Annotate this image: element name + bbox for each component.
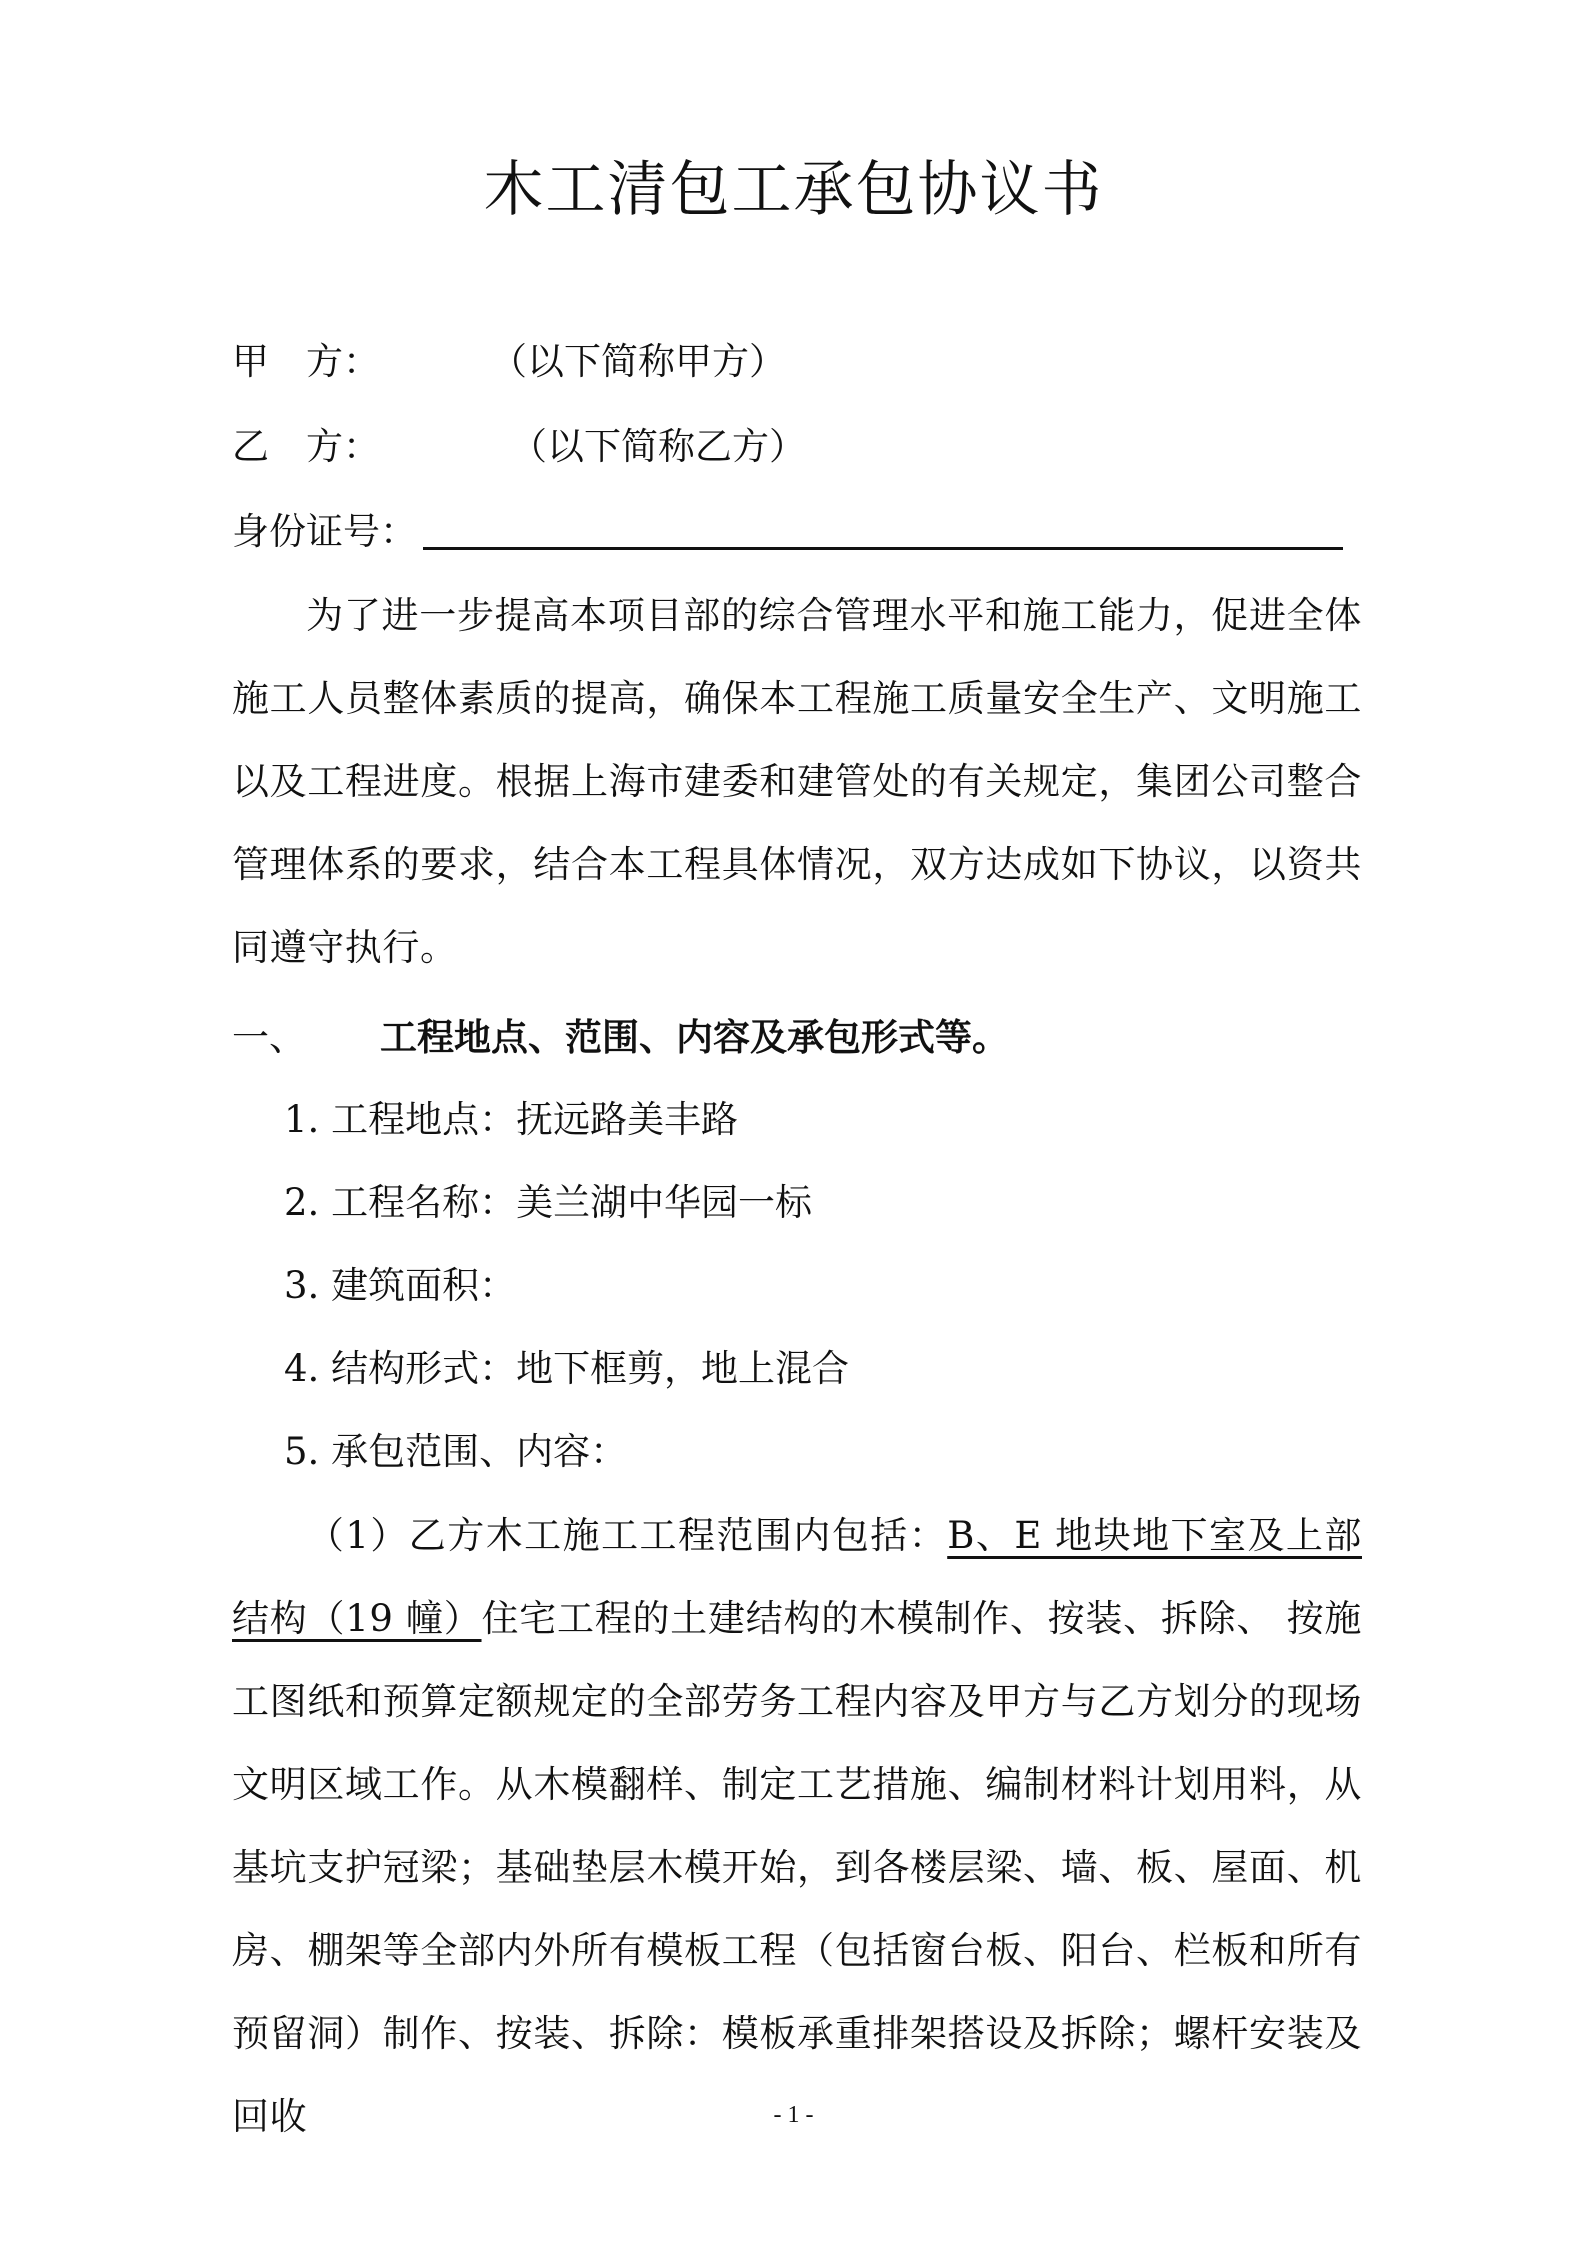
document-title: 木工清包工承包协议书 <box>483 155 1104 225</box>
scope-prefix: （1）乙方木工施工工程范围内包括： <box>306 1514 948 1557</box>
party-a-label: 甲 方： <box>232 340 380 383</box>
id-number-line <box>232 507 1343 557</box>
page-number: - 1 - <box>773 2102 814 2128</box>
id-number-label: 身份证号： <box>232 510 417 553</box>
item-4: 4. 结构形式：地下框剪，地上混合 <box>284 1347 850 1390</box>
scope-rest: 住宅工程的土建结构的木模制作、按装、拆除、 按施工图纸和预算定额规定的全部劳务工程内容及甲方与乙方划分的现场文明区域工作。从木模翻样、制定工艺措施、编制材料计划用料，从基坑支护冠梁；基础垫层木模开始，到各楼层梁、墙、板、屋面、机房、棚架等全部内外所有模板工程（包括窗台板、阳台、栏板和所有预留洞）制作、按装、拆除：模板承重排架搭设及拆除；螺杆安装及回收 <box>232 1597 1362 2138</box>
party-b-label: 乙 方： <box>232 425 380 468</box>
item-5: 5. 承包范围、内容： <box>284 1430 628 1473</box>
id-number-field <box>423 509 1343 550</box>
intro-text: 为了进一步提高本项目部的综合管理水平和施工能力，促进全体施工人员整体素质的提高，确保本工程施工质量安全生产、文明施工以及工程进度。根据上海市建委和建管处的有关规定，集团公司整合管理体系的要求，结合本工程具体情况，双方达成如下协议，以资共同遵守执行。 <box>232 594 1362 969</box>
intro-paragraph <box>232 574 1362 989</box>
item-1: 1. 工程地点：抚远路美丰路 <box>284 1098 739 1141</box>
section-1-heading <box>232 1012 1009 1063</box>
item-2: 2. 工程名称：美兰湖中华园一标 <box>284 1181 813 1224</box>
party-a-note: （以下简称甲方） <box>490 340 786 383</box>
party-b-line <box>232 422 806 472</box>
item-3: 3. 建筑面积： <box>284 1264 517 1307</box>
section-1-title: 工程地点、范围、内容及承包形式等。 <box>380 1015 1009 1059</box>
scope-underlined: B、E 地块地下室及上部结构（19 幢） <box>232 1514 1362 1640</box>
section-1-number: 一、 <box>232 1016 306 1059</box>
scope-paragraph <box>232 1494 1362 2158</box>
party-a-line <box>232 337 786 387</box>
party-b-note: （以下简称乙方） <box>510 425 806 468</box>
